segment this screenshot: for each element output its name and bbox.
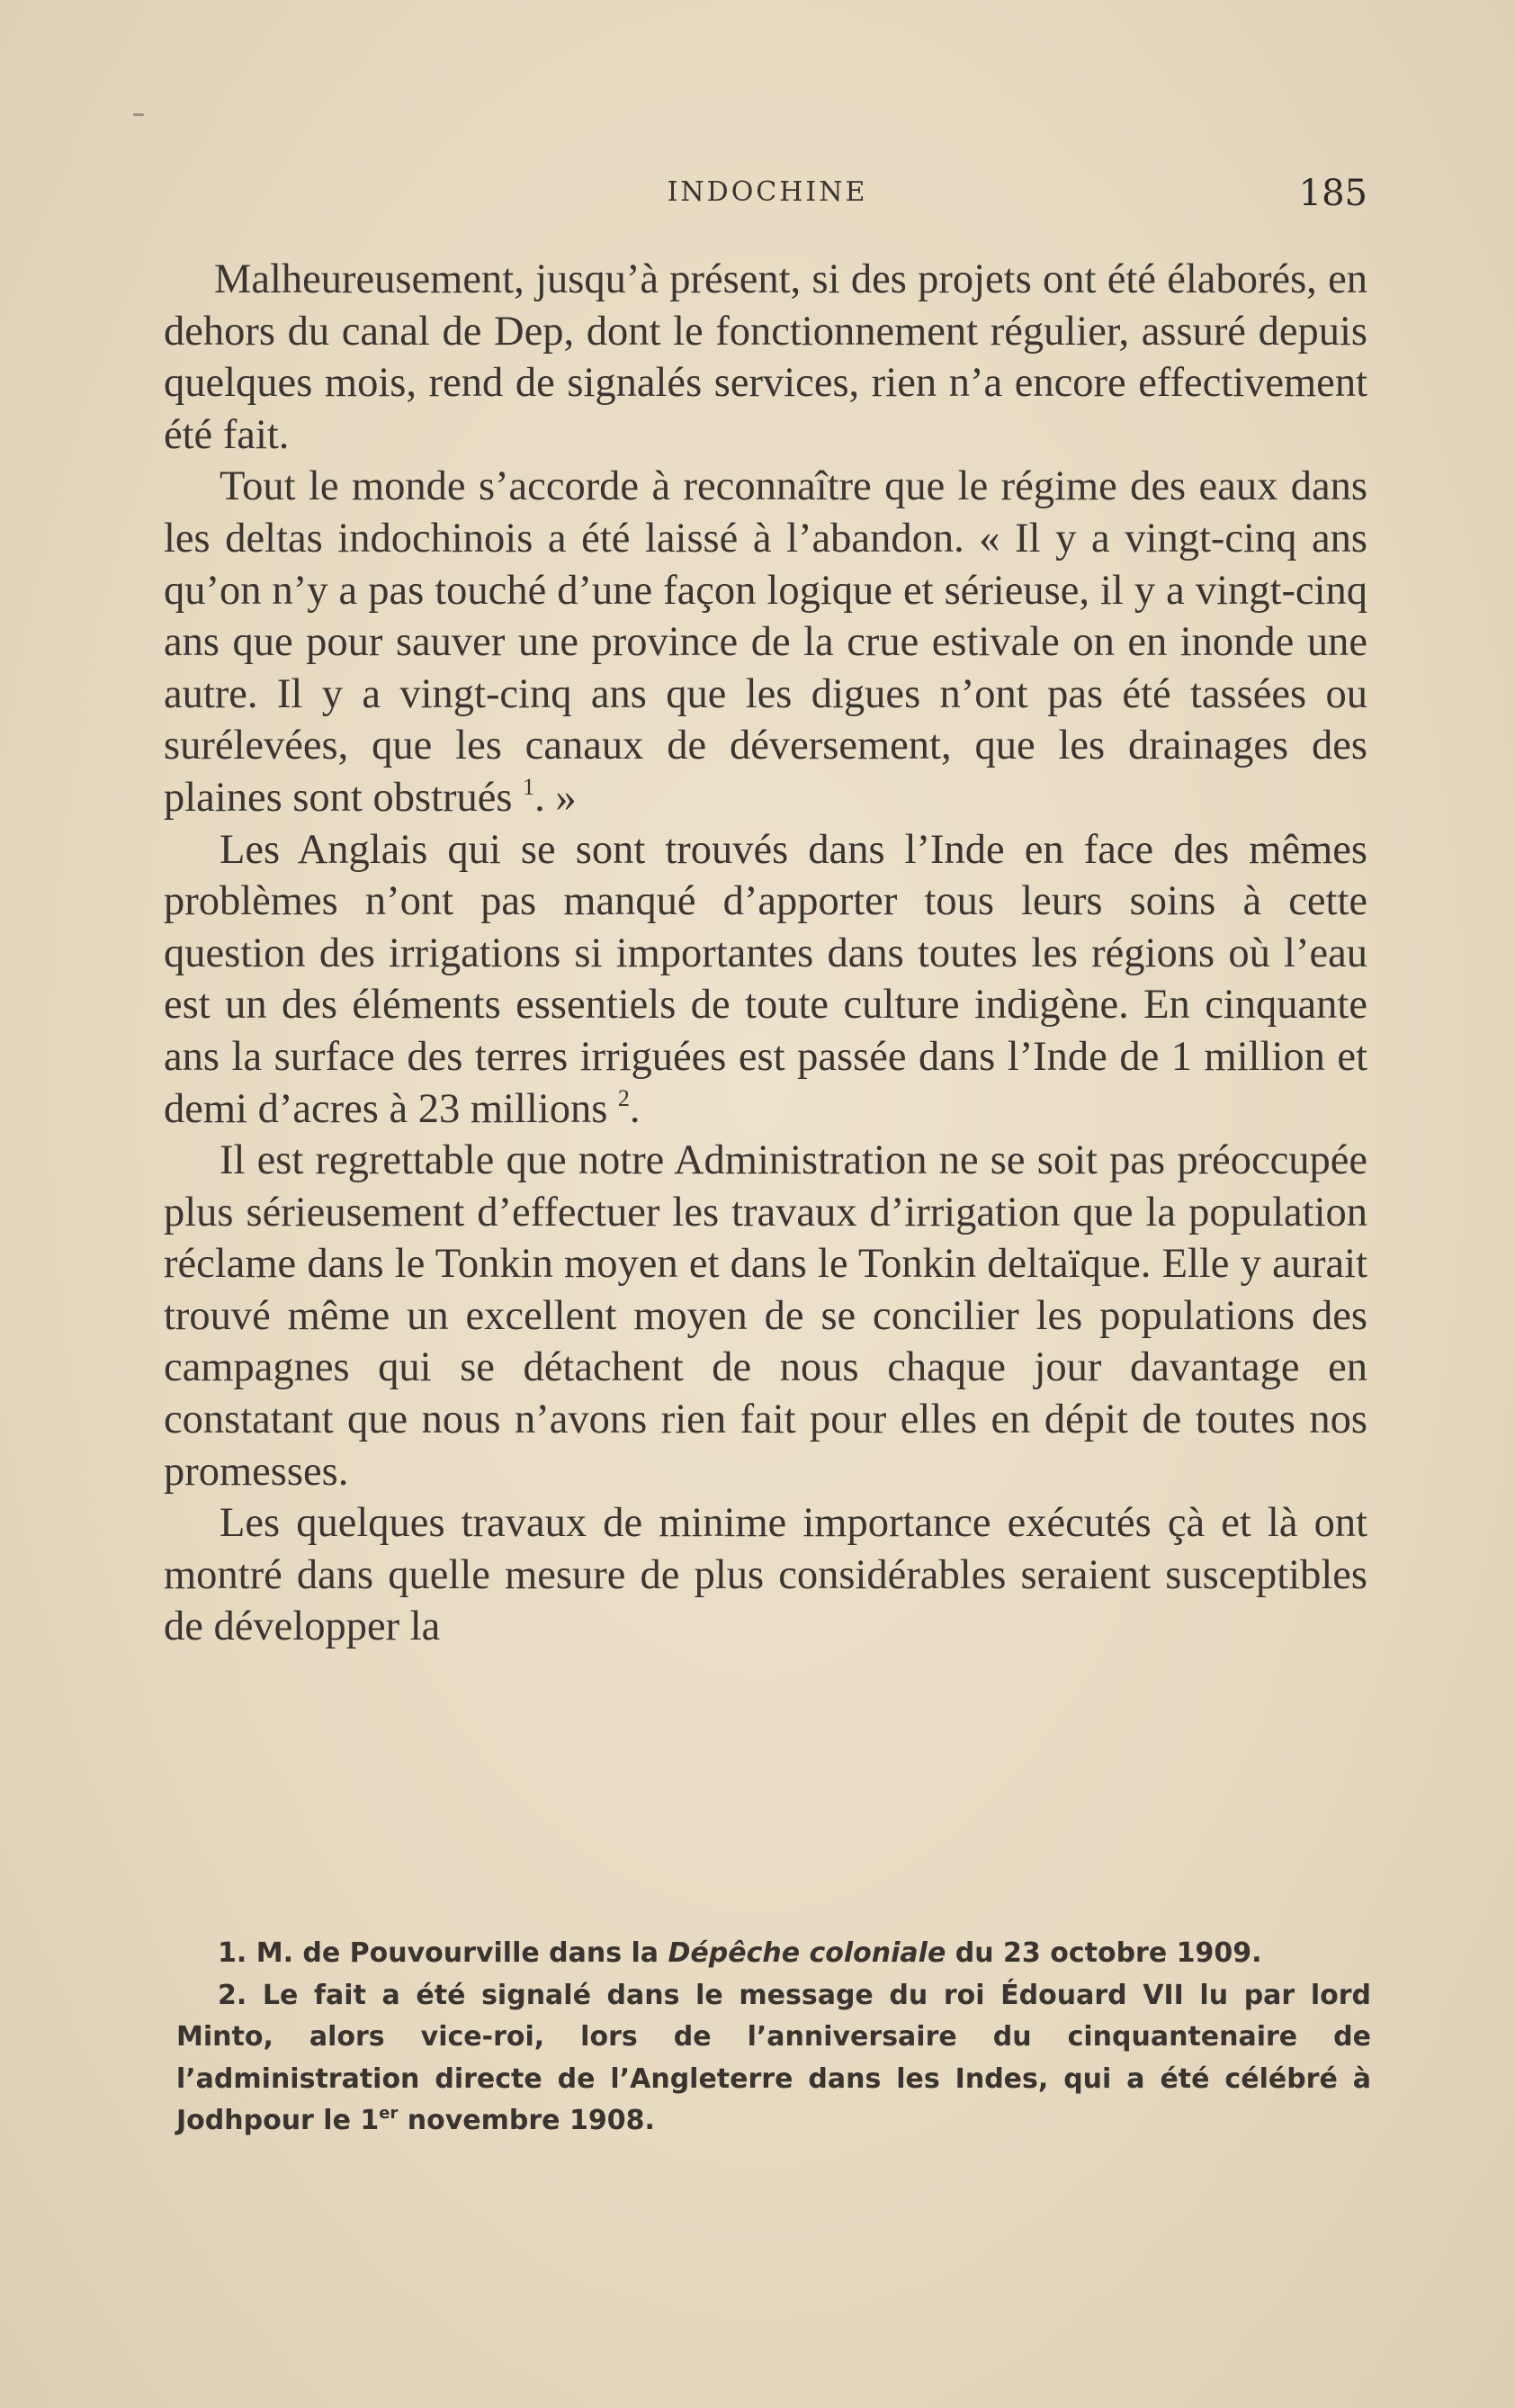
paragraph-5	[164, 1497, 1367, 1653]
paragraph-2	[164, 461, 1367, 823]
paragraph-2-end: . »	[534, 774, 577, 821]
paragraph-2-text: Tout le monde s’accorde à reconnaître que le régime des eaux dans les deltas indochinois a été laissé à l’abandon. « Il y a vingt-cinq ans qu’on n’y a pas touché d’une façon logique et sérieuse, il y a vingt-cinq ans que pour sauver une province de la crue estivale on en inonde une autre. Il y a vingt-cinq ans que les digues n’ont pas été tassées ou surélevées, que les canaux de déversement, que les drainages des plaines sont obstrués	[164, 463, 1367, 821]
paragraph-5-text: Les quelques travaux de minime importance exécutés çà et là ont montré dans quelle mesure de plus considérables seraient susceptibles de développer la	[164, 1500, 1367, 1650]
running-title: INDOCHINE	[667, 176, 868, 208]
paragraph-1	[164, 254, 1367, 461]
page-header	[167, 173, 1367, 221]
footnote-1-title: Dépêche coloniale	[668, 1937, 946, 1969]
paragraph-1-text: Malheureusement, jusqu’à présent, si des projets ont été élaborés, en dehors du canal de Dep, dont le fonctionnement régulier, assuré depuis quelques mois, rend de signalés services, rien n’a encore effectivement été fait.	[164, 256, 1367, 458]
footnote-2	[176, 1975, 1371, 2143]
main-text	[164, 254, 1367, 1653]
paper-speck	[133, 113, 144, 116]
footnote-1	[176, 1933, 1371, 1975]
footnote-ref-1[interactable]: 1	[523, 773, 535, 800]
footnote-2-prefix: 2. Le fait a été signalé dans le message du roi Édouard VII lu par lord Minto, alors vice-roi, lors de l’anniversaire du cinquantenaire de l’administration directe de l’Angleterre dans les Indes, qui a été célébré à Jodhpour le 1	[176, 1979, 1371, 2136]
page-number: 185	[1298, 173, 1367, 214]
paragraph-3	[164, 824, 1367, 1136]
paragraph-4-text: Il est regrettable que notre Administration ne se soit pas préoccupée plus sérieusement d’effectuer les travaux d’irrigation que la population réclame dans le Tonkin moyen et dans le Tonkin deltaïque. Elle y aurait trouvé même un excellent moyen de se concilier les populations des campagnes qui se détachent de nous chaque jour davantage en constatant que nous n’avons rien fait pour elles en dépit de toutes nos promesses.	[164, 1137, 1367, 1495]
footnote-1-suffix: du 23 octobre 1909.	[946, 1937, 1262, 1969]
footnote-1-prefix: 1. M. de Pouvourville dans la	[218, 1937, 668, 1969]
footnotes	[176, 1933, 1371, 2143]
paragraph-3-text: Les Anglais qui se sont trouvés dans l’Inde en face des mêmes problèmes n’ont pas manqué d’apporter tous leurs soins à cette question des irrigations si importantes dans toutes les régions où l’eau est un des éléments essentiels de toute culture indigène. En cinquante ans la surface des terres irriguées est passée dans l’Inde de 1 million et demi d’acres à 23 millions	[164, 826, 1367, 1132]
paragraph-3-end: .	[629, 1085, 641, 1132]
paragraph-4	[164, 1135, 1367, 1497]
footnote-2-ordinal: er	[379, 2104, 399, 2123]
footnote-ref-2[interactable]: 2	[617, 1084, 630, 1111]
footnote-2-suffix: novembre 1908.	[398, 2105, 655, 2136]
